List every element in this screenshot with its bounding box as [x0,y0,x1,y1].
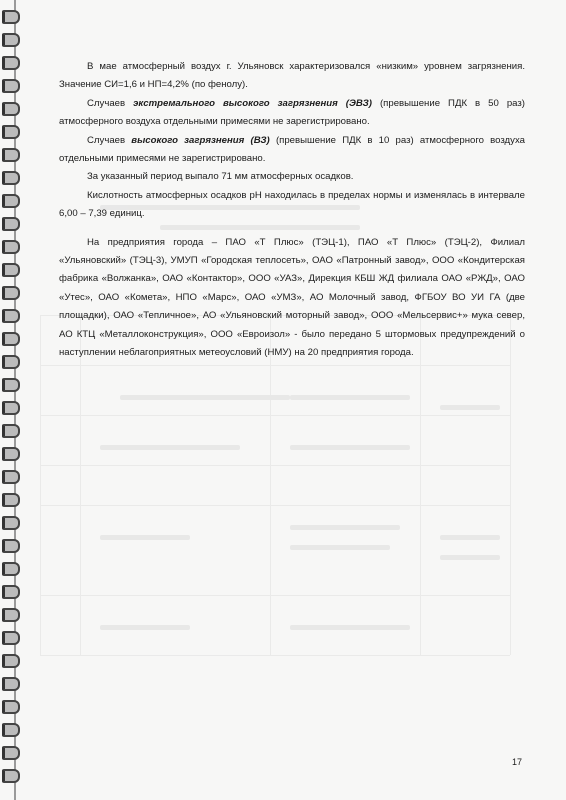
bleed-through-mark [270,315,271,655]
segment: (превышение ПДК в 50 раз) атмосферного воздуха отдельными примесями не зарегистрировано. [59,97,525,128]
binding-ring [2,286,20,300]
binding-ring [2,217,20,231]
binding-ring [2,723,20,737]
binding-ring [2,447,20,461]
page-number: 17 [512,757,523,767]
segment-emphasis: экстремального высокого загрязнения (ЭВЗ) [133,97,372,109]
binding-ring [2,148,20,162]
segment: (превышение ПДК в 10 раз) атмосферного воздуха отдельными примесями не зарегистрировано. [59,134,525,165]
bleed-through-mark [100,625,190,630]
binding-ring [2,332,20,346]
bleed-through-mark [40,465,510,466]
binding-ring [2,746,20,760]
segment: За указанный период выпало 71 мм атмосферных осадков. [87,171,354,183]
paragraph-vz [59,132,525,169]
binding-ring [2,56,20,70]
binding-ring [2,424,20,438]
binding-ring [2,654,20,668]
binding-ring [2,493,20,507]
binding-ring [2,10,20,24]
bleed-through-mark [40,365,510,366]
binding-ring [2,516,20,530]
document-body [59,58,525,363]
segment-emphasis: высокого загрязнения (ВЗ) [131,134,270,146]
paragraph-precipitation [59,168,525,186]
binding-ring [2,378,20,392]
binding-ring [2,125,20,139]
segment: Случаев [87,134,132,146]
spiral-binding [0,0,26,800]
binding-ring [2,470,20,484]
binding-ring [2,33,20,47]
binding-ring [2,171,20,185]
bleed-through-mark [440,555,500,560]
binding-ring [2,194,20,208]
bleed-through-mark [290,625,410,630]
bleed-through-mark [80,315,81,655]
bleed-through-mark [420,315,421,655]
bleed-through-mark [290,525,400,530]
paragraph-acidity [59,187,525,224]
binding-ring [2,562,20,576]
binding-ring [2,102,20,116]
binding-ring [2,240,20,254]
binding-ring [2,700,20,714]
binding-ring [2,79,20,93]
paragraph-storm-warnings [59,234,525,363]
bleed-through-mark [40,655,510,656]
binding-ring [2,539,20,553]
spacer [59,224,525,234]
bleed-through-mark [290,395,410,400]
segment: В мае атмосферный воздух г. Ульяновск характеризовался «низким» уровнем загрязнения. Значение СИ=1,6 и НП=4,2% (по фенолу). [59,61,525,91]
segment: На предприятия города – ПАО «Т Плюс» (ТЭЦ-1), ПАО «Т Плюс» (ТЭЦ-2), Филиал «Ульяновский» (ТЭЦ-3), УМУП «Городская теплосеть», ОАО «Патронный завод», ООО «Кондитерская фабрика «Волжанка», ОАО «Контактор», ООО «УАЗ», Дирекция КБШ ЖД филиала ОАО «РЖД», ОАО «Утес», ОАО «Комета», НПО «Марс», ОАО «УМЗ», АО Молочный завод, ФГБОУ ВО УИ ГА (две площадки), ОАО «Тепличное», АО «Ульяновский моторный завод», ООО «Мельсервис+» мука север, АО КТЦ «Металлоконструкция», ООО «Евроизол» - было передано 5 штормовых предупреждений о наступлении неблагоприятных метеоусловий (НМУ) на 20 предприятия города. [59,236,525,359]
bleed-through-mark [120,395,290,400]
bleed-through-mark [440,405,500,410]
bleed-through-mark [40,505,510,506]
binding-ring [2,585,20,599]
binding-ring [2,769,20,783]
bleed-through-mark [290,445,410,450]
binding-ring [2,401,20,415]
binding-ring [2,631,20,645]
bleed-through-mark [40,415,510,416]
segment: Кислотность атмосферных осадков рН находилась в пределах нормы и изменялась в интервале 6,00 – 7,39 единиц. [59,189,525,220]
bleed-through-mark [100,445,240,450]
binding-ring [2,263,20,277]
paragraph-evz [59,95,525,132]
paragraph-air-quality [59,58,525,95]
bleed-through-mark [40,595,510,596]
bleed-through-mark [440,535,500,540]
segment: Случаев [87,97,134,109]
bleed-through-mark [290,545,390,550]
bleed-through-mark [40,315,41,655]
binding-ring [2,677,20,691]
binding-ring [2,608,20,622]
bleed-through-mark [100,535,190,540]
binding-ring [2,355,20,369]
binding-ring [2,309,20,323]
bleed-through-mark [510,315,511,655]
